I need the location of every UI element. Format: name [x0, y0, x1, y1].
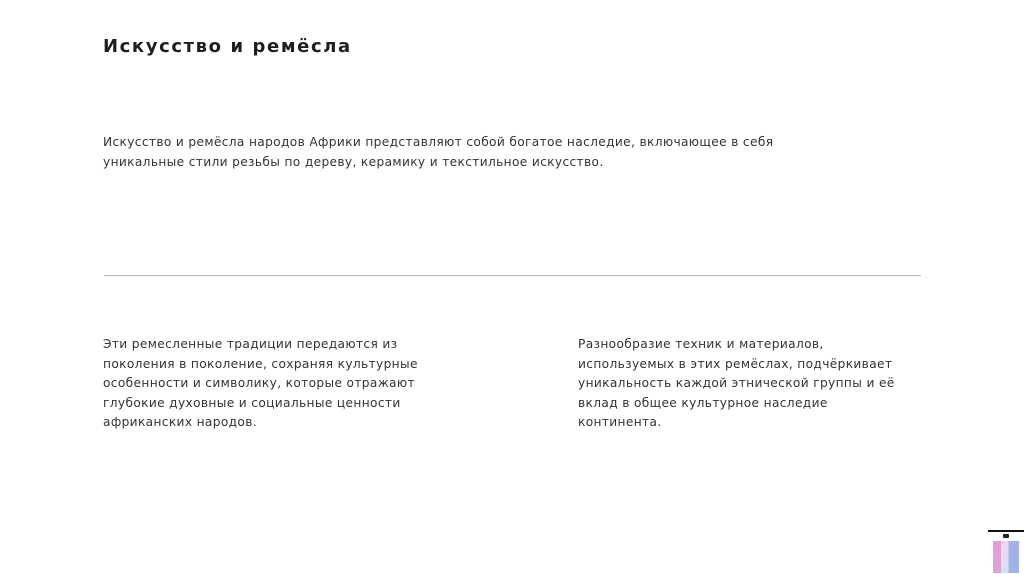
left-column-text [103, 335, 433, 433]
left-line: особенности и символику, которые отражают [103, 376, 415, 391]
left-line: Эти ремесленные традиции передаются из [103, 337, 398, 351]
right-line: уникальность каждой этнической группы и её [578, 376, 895, 391]
intro-line: Искусство и ремёсла народов Африки представляют собой богатое наследие, включающее в себя [103, 135, 774, 149]
left-line: поколения в поколение, сохраняя культурные [103, 356, 418, 371]
left-line: глубокие духовные и социальные ценности [103, 395, 401, 410]
right-line: используемых в этих ремёслах, подчёркивает [578, 356, 893, 371]
badge-notch [1003, 534, 1009, 538]
section-divider [104, 275, 921, 276]
right-line: Разнообразие техник и материалов, [578, 337, 824, 351]
right-column-text [578, 335, 908, 433]
slide-title: Искусство и ремёсла [103, 36, 352, 57]
qr-pattern [993, 541, 1019, 573]
qr-code-icon[interactable] [988, 530, 1024, 574]
intro-line: уникальные стили резьбы по дереву, керамику и текстильное искусство. [103, 155, 604, 169]
left-line: африканских народов. [103, 415, 257, 430]
intro-paragraph [103, 132, 803, 172]
right-line: континента. [578, 415, 662, 430]
right-line: вклад в общее культурное наследие [578, 395, 828, 410]
